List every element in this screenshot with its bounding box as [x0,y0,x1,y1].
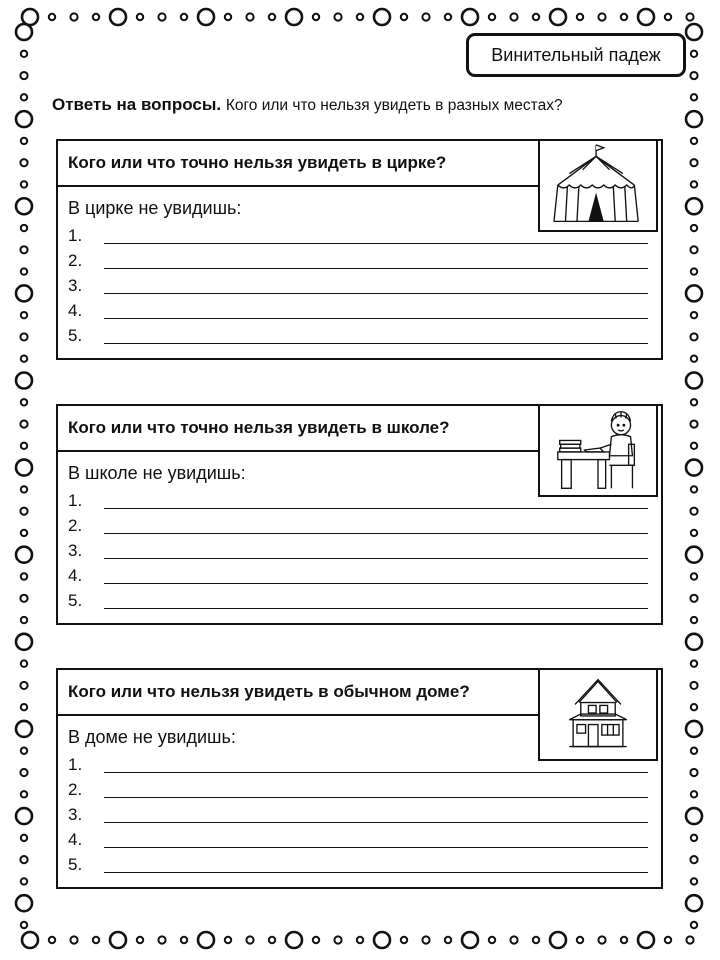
question-row [58,141,544,187]
answer-rule [104,772,648,773]
answer-rule [104,243,648,244]
answer-line[interactable] [68,325,648,350]
question-section-circus [56,139,663,360]
answer-rule [104,318,648,319]
answer-line[interactable] [68,540,648,565]
answer-rule [104,293,648,294]
answer-number: 3. [68,805,83,824]
answer-line[interactable] [68,490,648,515]
answer-number: 2. [68,516,83,535]
instructions-lead: Ответь на вопросы. [52,95,222,114]
worksheet-title: Винительный падеж [491,44,661,65]
answer-number: 2. [68,251,83,270]
worksheet-title-badge [466,33,686,77]
circus-tent-icon [538,139,658,232]
answer-number: 5. [68,326,83,345]
answer-number: 3. [68,276,83,295]
instructions [52,95,563,115]
question-text: Кого или что точно нельзя увидеть в цирке? [68,153,447,172]
student-at-desk-icon [538,404,658,497]
answer-line[interactable] [68,804,648,829]
answer-rule [104,847,648,848]
answer-line[interactable] [68,300,648,325]
answer-number: 2. [68,780,83,799]
answer-rule [104,533,648,534]
answer-line[interactable] [68,250,648,275]
answer-number: 5. [68,591,83,610]
answer-number: 4. [68,566,83,585]
answer-rule [104,608,648,609]
question-row [58,670,544,716]
answer-rule [104,872,648,873]
answer-number: 4. [68,301,83,320]
answer-rule [104,797,648,798]
answer-line[interactable] [68,779,648,804]
answer-lead: В доме не увидишь: [68,727,236,747]
answer-rule [104,268,648,269]
answer-line[interactable] [68,590,648,615]
answer-rule [104,822,648,823]
answer-line[interactable] [68,829,648,854]
question-row [58,406,544,452]
answer-lead: В цирке не увидишь: [68,198,242,218]
answer-number: 3. [68,541,83,560]
answer-number: 5. [68,855,83,874]
answer-line[interactable] [68,565,648,590]
question-section-school [56,404,663,625]
answer-list [68,754,648,879]
answer-number: 4. [68,830,83,849]
instructions-text: Кого или что нельзя увидеть в разных местах? [225,97,563,114]
answer-number: 1. [68,226,83,245]
answer-list [68,225,648,350]
question-text: Кого или что нельзя увидеть в обычном доме? [68,682,470,701]
question-text: Кого или что точно нельзя увидеть в школе? [68,418,450,437]
answer-rule [104,343,648,344]
answer-number: 1. [68,755,83,774]
answer-number: 1. [68,491,83,510]
house-icon [538,668,658,761]
answer-rule [104,558,648,559]
answer-line[interactable] [68,754,648,779]
answer-lead: В школе не увидишь: [68,463,246,483]
answer-rule [104,583,648,584]
answer-rule [104,508,648,509]
answer-line[interactable] [68,854,648,879]
answer-list [68,490,648,615]
answer-line[interactable] [68,275,648,300]
answer-line[interactable] [68,515,648,540]
answer-line[interactable] [68,225,648,250]
question-section-house [56,668,663,889]
